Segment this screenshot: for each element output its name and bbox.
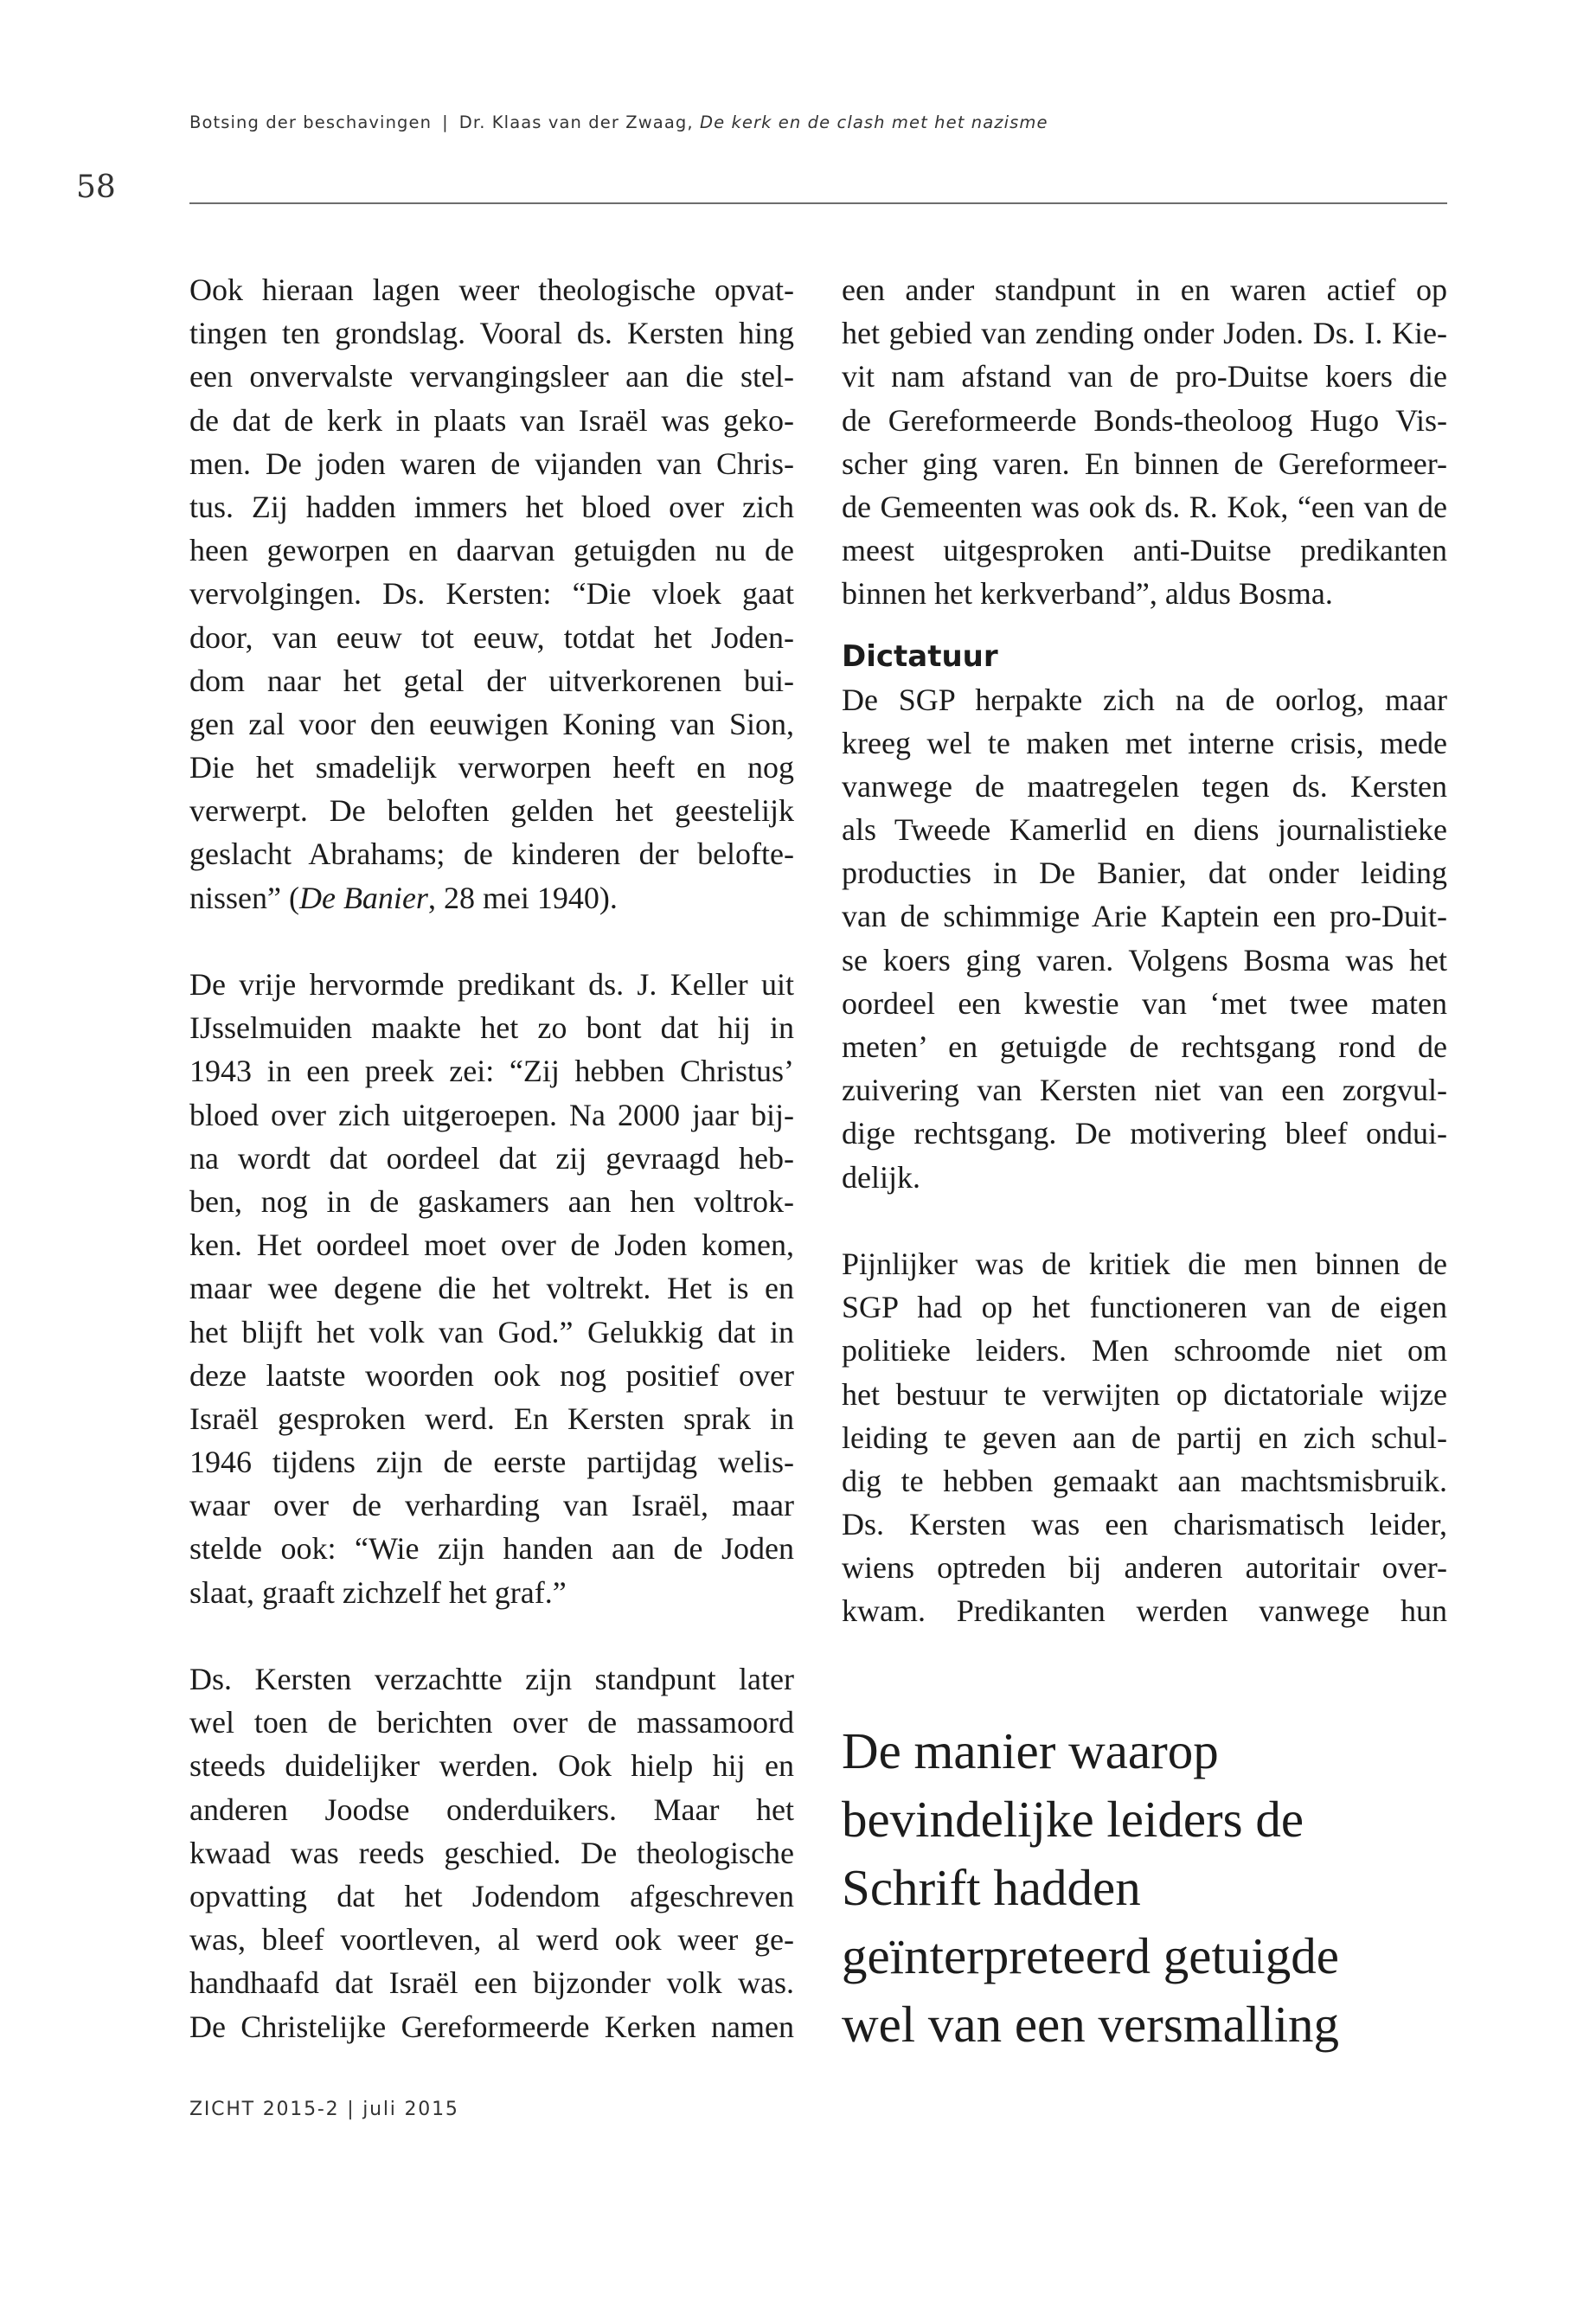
- right-column: [842, 268, 1447, 1633]
- text-line: verwerpt. De beloften gelden het geestelijk: [189, 793, 794, 829]
- paragraph-sgp-after-war: [842, 678, 1447, 1199]
- page-number: 58: [76, 170, 116, 205]
- text-line: de Gereformeerde Bonds-theoloog Hugo Vis-: [842, 402, 1447, 438]
- running-head-separator: |: [442, 112, 449, 132]
- text-line: was, bleef voortleven, al werd ook weer ge-: [189, 1922, 794, 1958]
- text-line: na wordt dat oordeel dat zij gevraagd heb-: [189, 1140, 794, 1176]
- text-line: Ds. Kersten was een charismatisch leider,: [842, 1507, 1447, 1542]
- text-line: meten’ en getuigde de rechtsgang rond de: [842, 1029, 1447, 1064]
- text-line: heen geworpen en daarvan getuigden nu de: [189, 533, 794, 568]
- running-head-author: Dr. Klaas van der Zwaag,: [458, 112, 694, 132]
- text-line: de Gemeenten was ook ds. R. Kok, “een van de: [842, 489, 1447, 524]
- pull-quote: [842, 1717, 1465, 2059]
- text-line: De vrije hervormde predikant ds. J. Keller uit: [189, 967, 794, 1002]
- pull-quote-line: geïnterpreteerd getuigde: [842, 1927, 1339, 1984]
- pull-quote-line: wel van een versmalling: [842, 1996, 1340, 2053]
- text-line: wiens optreden bij anderen autoritair over-: [842, 1550, 1447, 1586]
- running-head-article-title: De kerk en de clash met het nazisme: [699, 112, 1048, 132]
- text-line: stelde ook: “Wie zijn handen aan de Joden: [189, 1531, 794, 1567]
- section-heading: Dictatuur: [842, 638, 998, 674]
- text-line: maar wee degene die het voltrekt. Het is en: [189, 1271, 794, 1306]
- text-line: het blijft het volk van God.” Gelukkig dat in: [189, 1314, 794, 1349]
- left-column: [189, 268, 794, 2048]
- text-line: binnen het kerkverband”, aldus Bosma.: [842, 576, 1333, 612]
- pull-quote-line: De manier waarop: [842, 1722, 1219, 1779]
- running-head: [189, 112, 1444, 132]
- text-line: opvatting dat het Jodendom afgeschreven: [189, 1878, 794, 1913]
- text-line: se koers ging varen. Volgens Bosma was het: [842, 942, 1447, 977]
- pull-quote-line: Schrift hadden: [842, 1859, 1141, 1916]
- text-line: steeds duidelijker werden. Ook hielp hij en: [189, 1748, 794, 1784]
- text-line: tingen ten grondslag. Vooral ds. Kersten hing: [189, 316, 794, 351]
- text-line: kwaad was reeds geschied. De theologische: [189, 1835, 794, 1870]
- text-line: het bestuur te verwijten op dictatoriale wijze: [842, 1376, 1447, 1412]
- running-head-section: Botsing der beschavingen: [189, 112, 433, 132]
- text-line: anderen Joodse onderduikers. Maar het: [189, 1791, 794, 1827]
- text-line: het gebied van zending onder Joden. Ds. I. Kie-: [842, 316, 1447, 351]
- paragraph-cgk-standpoint: [842, 268, 1447, 616]
- text-line: Ds. Kersten verzachtte zijn standpunt later: [189, 1662, 794, 1696]
- citation-source: De Banier: [298, 880, 428, 915]
- text-line: dige rechtsgang. De motivering bleef ondui-: [842, 1116, 1447, 1151]
- text-line: van de schimmige Arie Kaptein een pro-Duit-: [842, 899, 1447, 934]
- text-line: SGP had op het functioneren van de eigen: [842, 1290, 1447, 1325]
- text-line: scher ging varen. En binnen de Gereformeer-: [842, 445, 1447, 481]
- text-line: dom naar het getal der uitverkorenen bui-: [189, 663, 794, 698]
- footer-issue: ZICHT 2015-2 | juli 2015: [189, 2099, 459, 2120]
- text-line: meest uitgesproken anti-Duitse predikanten: [842, 533, 1447, 568]
- pull-quote-line: bevindelijke leiders de: [842, 1791, 1304, 1848]
- text-line: politieke leiders. Men schroomde niet om: [842, 1333, 1447, 1368]
- text-line: Israël gesproken werd. En Kersten sprak in: [189, 1400, 794, 1436]
- text-line: dig te hebben gemaakt aan machtsmisbruik.: [842, 1463, 1447, 1498]
- text-line: vervolgingen. Ds. Kersten: “Die vloek gaat: [189, 576, 794, 612]
- text-line: Die het smadelijk verworpen heeft en nog: [189, 750, 794, 785]
- text-line: waar over de verharding van Israël, maar: [189, 1488, 794, 1523]
- text-line: ben, nog in de gaskamers aan hen voltrok-: [189, 1183, 794, 1219]
- text-line: een ander standpunt in en waren actief op: [842, 272, 1447, 307]
- text-line: vanwege de maatregelen tegen ds. Kersten: [842, 768, 1447, 804]
- text-line: tus. Zij hadden immers het bloed over zich: [189, 489, 794, 524]
- text-line: kwam. Predikanten werden vanwege hun: [842, 1593, 1447, 1629]
- text-line: gen zal voor den eeuwigen Koning van Sion,: [189, 706, 794, 741]
- text-line: Pijnlijker was de kritiek die men binnen de: [842, 1246, 1447, 1281]
- text-line: 1943 in een preek zei: “Zij hebben Christus’: [189, 1054, 794, 1089]
- text-line: kreeg wel te maken met interne crisis, mede: [842, 725, 1447, 760]
- text-line: producties in De Banier, dat onder leiding: [842, 856, 1447, 891]
- text-line: men. De joden waren de vijanden van Chris-: [189, 445, 794, 481]
- text-line: 1946 tijdens zijn de eerste partijdag welis-: [189, 1445, 794, 1480]
- paragraph-keller: [189, 963, 794, 1614]
- text-line: deze laatste woorden ook nog positief over: [189, 1357, 794, 1393]
- text-line: zuivering van Kersten niet van een zorgvul-: [842, 1073, 1447, 1108]
- paragraph-kersten-softened: [189, 1657, 794, 2048]
- text-line: als Tweede Kamerlid en diens journalistieke: [842, 812, 1447, 848]
- text-line: door, van eeuw tot eeuw, totdat het Joden-: [189, 619, 794, 655]
- text-line: geslacht Abrahams; de kinderen der belofte-: [189, 836, 794, 872]
- paragraph-kersten-theology: [189, 268, 794, 920]
- text-line: leiding te geven aan de partij en zich schul-: [842, 1420, 1447, 1455]
- text-line: Ook hieraan lagen weer theologische opvat-: [189, 272, 794, 307]
- text-line: vit nam afstand van de pro-Duitse koers die: [842, 359, 1447, 394]
- text-line: handhaafd dat Israël een bijzonder volk was.: [189, 1965, 794, 2001]
- text-line: slaat, graaft zichzelf het graf.”: [189, 1574, 567, 1610]
- text-line: oordeel een kwestie van ‘met twee maten: [842, 985, 1447, 1021]
- header-rule: [189, 202, 1447, 204]
- text-line: ken. Het oordeel moet over de Joden komen,: [189, 1227, 794, 1263]
- text-line: De SGP herpakte zich na de oorlog, maar: [842, 682, 1447, 717]
- text-line: bloed over zich uitgeroepen. Na 2000 jaar bij-: [189, 1097, 794, 1132]
- text-line-citation: nissen” (De Banier, 28 mei 1940).: [189, 880, 618, 915]
- text-line: een onvervalste vervangingsleer aan die stel-: [189, 359, 794, 394]
- text-line: wel toen de berichten over de massamoord: [189, 1705, 794, 1740]
- text-line: De Christelijke Gereformeerde Kerken namen: [189, 2009, 794, 2044]
- text-line: delijk.: [842, 1159, 920, 1195]
- text-line: IJsselmuiden maakte het zo bont dat hij in: [189, 1010, 794, 1046]
- paragraph-sgp-criticism: [842, 1242, 1447, 1633]
- text-line: de dat de kerk in plaats van Israël was geko-: [189, 402, 794, 438]
